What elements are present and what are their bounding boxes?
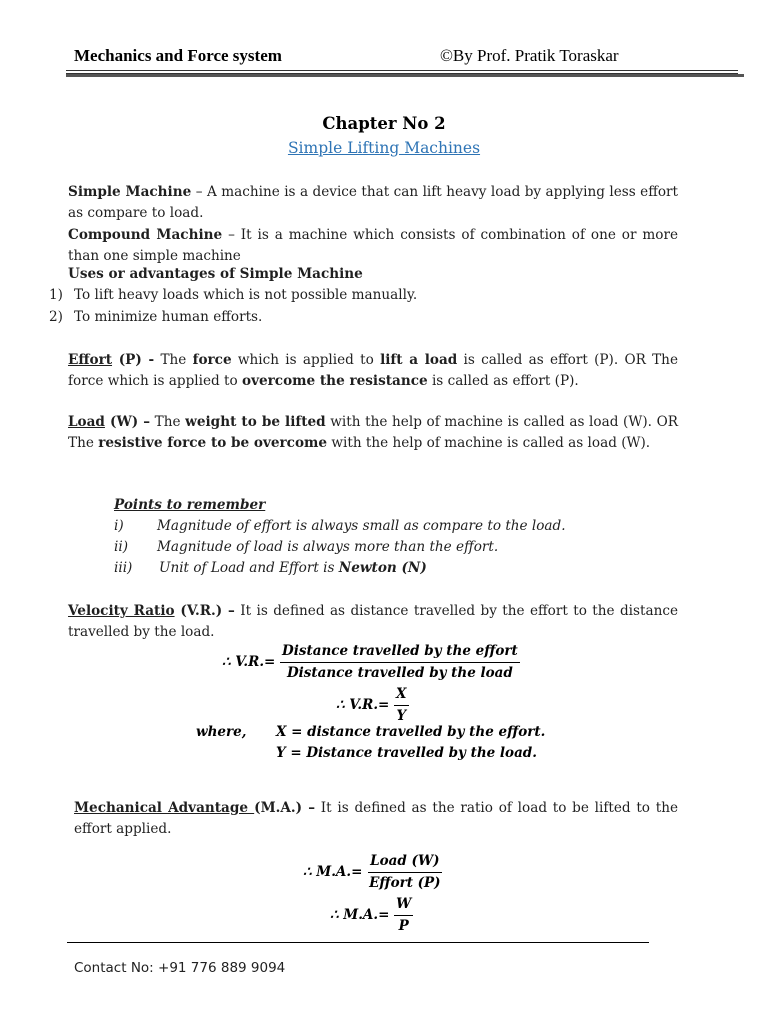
uses-heading: Uses or advantages of Simple Machine (68, 266, 363, 282)
velocity-ratio-symbol: (V.R.) – (174, 603, 235, 619)
vr-eq1-lhs: ∴ V.R.= (222, 654, 276, 670)
point-2-text: Magnitude of load is always more than the effort. (157, 539, 499, 555)
compound-machine-term: Compound Machine (68, 227, 223, 243)
ma-eq1-denominator: Effort (P) (369, 875, 441, 891)
velocity-ratio-equation-1 (222, 643, 520, 682)
effort-definition (68, 350, 678, 392)
load-bold-2: resistive force to be overcome (98, 435, 328, 451)
mechanical-advantage-definition (74, 798, 678, 840)
uses-item-2-text: To minimize human efforts. (74, 309, 263, 325)
mechanical-advantage-equation-2 (330, 896, 413, 935)
header-divider (66, 70, 738, 74)
ma-eq1-fraction (367, 853, 442, 892)
mechanical-advantage-text: It is defined as the ratio of load to be lifted to the effort applied. (74, 800, 679, 837)
effort-text-3: is called as effort (P). OR The force which is applied to (68, 352, 678, 389)
ma-eq1-lhs: ∴ M.A.= (303, 864, 363, 880)
footer-divider (67, 942, 649, 943)
point-3-number: iii) (114, 560, 133, 576)
effort-term: Effort (68, 352, 113, 368)
vr-eq2-denominator: Y (396, 708, 407, 724)
simple-machine-term: Simple Machine (68, 184, 192, 200)
point-3-unit: Newton (N) (338, 560, 427, 576)
effort-symbol: (P) - (112, 352, 155, 368)
load-text-2: with the help of machine is called as load (W). OR The (68, 414, 678, 451)
header-author: ©By Prof. Pratik Toraskar (440, 46, 619, 65)
vr-eq1-numerator: Distance travelled by the effort (280, 643, 520, 663)
velocity-ratio-equation-2 (336, 686, 409, 725)
mechanical-advantage-term: Mechanical Advantage (74, 800, 255, 816)
effort-text-1: The (154, 352, 193, 368)
simple-machine-text: – A machine is a device that can lift heavy load by applying less effort as compare to load. (68, 184, 678, 221)
ma-eq2-denominator: P (398, 918, 409, 934)
ma-eq1-numerator: Load (W) (368, 853, 441, 873)
chapter-title: Simple Lifting Machines (287, 139, 481, 157)
compound-machine-text: – It is a machine which consists of combination of one or more than one simple machine (68, 227, 679, 264)
point-1-number: i) (114, 518, 124, 534)
effort-text-4: is called as effort (P). (427, 373, 579, 389)
where-y: Y = Distance travelled by the load. (276, 745, 537, 761)
chapter-number: Chapter No 2 (322, 114, 446, 133)
effort-bold-2: lift a load (380, 352, 458, 368)
uses-item-1-text: To lift heavy loads which is not possible manually. (74, 287, 418, 303)
velocity-ratio-definition (68, 601, 678, 643)
uses-item-2-number: 2) (49, 309, 63, 325)
load-bold-1: weight to be lifted (185, 414, 326, 430)
header-title: Mechanics and Force system (74, 46, 282, 65)
points-heading: Points to remember (114, 497, 266, 513)
ma-eq2-lhs: ∴ M.A.= (330, 907, 390, 923)
effort-text-2: which is applied to (231, 352, 381, 368)
load-text-3: with the help of machine is called as load (W). (327, 435, 651, 451)
effort-bold-3: overcome the resistance (242, 373, 428, 389)
point-2-number: ii) (114, 539, 128, 555)
velocity-ratio-text: It is defined as distance travelled by the effort to the distance travelled by the load. (68, 603, 678, 640)
load-symbol: (W) – (104, 414, 150, 430)
vr-eq2-fraction (394, 686, 408, 725)
where-label: where, (196, 724, 247, 740)
where-x: X = distance travelled by the effort. (276, 724, 546, 740)
load-definition (68, 412, 678, 454)
mechanical-advantage-equation-1 (303, 853, 443, 892)
load-text-1: The (150, 414, 186, 430)
point-1-text: Magnitude of effort is always small as compare to the load. (157, 518, 566, 534)
velocity-ratio-term: Velocity Ratio (68, 603, 175, 619)
effort-bold-1: force (192, 352, 232, 368)
simple-machine-definition (68, 182, 678, 224)
ma-eq2-numerator: W (394, 896, 413, 916)
ma-eq2-fraction (394, 896, 413, 935)
vr-eq1-denominator: Distance travelled by the load (286, 665, 513, 681)
uses-item-1-number: 1) (49, 287, 63, 303)
vr-eq2-lhs: ∴ V.R.= (336, 697, 390, 713)
vr-eq1-fraction (280, 643, 520, 682)
vr-eq2-numerator: X (394, 686, 408, 706)
load-term: Load (68, 414, 105, 430)
mechanical-advantage-symbol: (M.A.) – (254, 800, 316, 816)
point-3 (159, 560, 427, 576)
compound-machine-definition (68, 225, 678, 267)
footer-contact: Contact No: +91 776 889 9094 (74, 960, 286, 976)
point-3-text: Unit of Load and Effort is (159, 560, 339, 576)
